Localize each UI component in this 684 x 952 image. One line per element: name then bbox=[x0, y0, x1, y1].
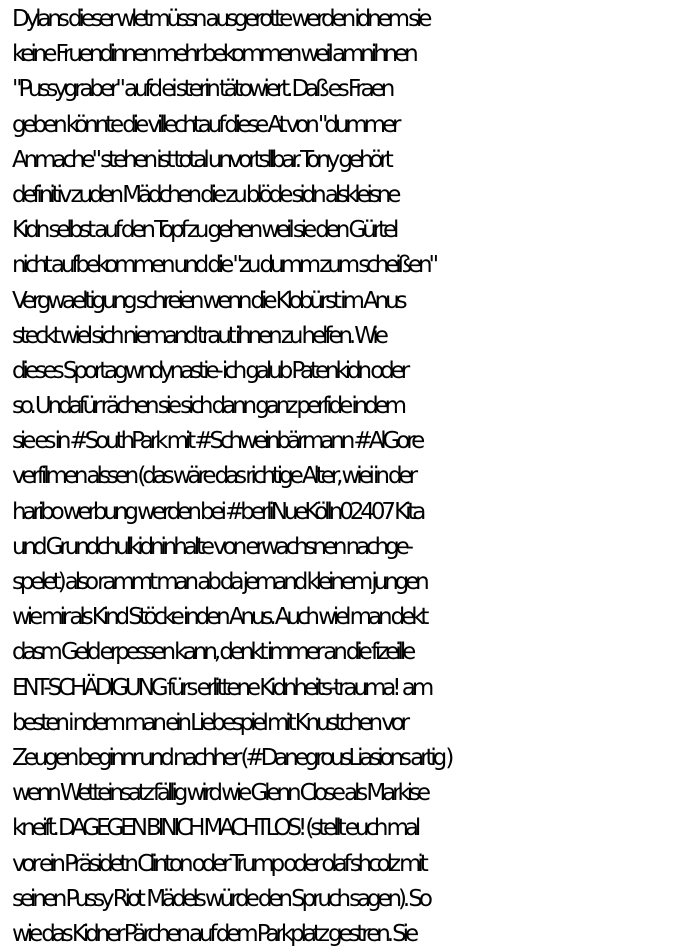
text-line-9: Vergwaeltigung schreien wenn die Klobürst im Anus bbox=[12, 287, 404, 314]
text-line-15: haribo werbung werden bei #berliNueKölln02407 Kita bbox=[12, 498, 423, 525]
text-line-23: wenn Wetteinsatz fällig wird wie Glenn Close als Markise bbox=[12, 780, 427, 807]
text-line-11: dieses Sportagwndynastie- ich galub Patenkidn oder bbox=[12, 357, 407, 384]
text-line-6: definitiv zuden Mädchen die zu blöde sidn alskleisne bbox=[12, 181, 398, 208]
text-line-7: Kidn selbst auf den Topf zu gehen weil sie den Gürtel bbox=[12, 217, 396, 244]
text-line-12: so. Undafür rächen sie sich dann ganz perfide indem bbox=[12, 393, 403, 420]
text-line-10: steckt wiel sich niemand traut ihnen zu helfen. Wie bbox=[12, 322, 385, 349]
text-line-13: sie es in #SouthPark mit #Schweinbärmann #AlGore bbox=[12, 428, 422, 455]
text-line-27: wie das Kidner Pärchen auf dem Parkplatz gestren. Sie bbox=[12, 920, 415, 947]
text-line-4: geben könnte die villechtauf diese At von "dummer bbox=[12, 111, 398, 138]
text-line-24: kneift. DAGEGEN BINICH MACHTLOS! (stellt euch mal bbox=[12, 815, 418, 842]
text-line-8: nicht aufbekommen und die "zu dumm zum scheißen" bbox=[12, 252, 435, 279]
text-line-16: und Grundchulkidninhalte von erwachsnen nachge- bbox=[12, 533, 410, 560]
text-line-1: Dylans dieser wletmüssn ausgerotte werden idnem sie bbox=[12, 6, 429, 32]
text-line-3: "Pussygraber" aufd ei sterin tätowiert. Daß es Fraen bbox=[12, 76, 392, 103]
text-line-19: dasm Geld erpessen kann, denkt immer an die fizeille bbox=[12, 639, 413, 666]
text-line-22: Zeugen beginnr und nachher (#DanegrousLiasions artig ) bbox=[12, 744, 451, 771]
text-line-17: spelet) also rammt man ab da jemand kleinem jungen bbox=[12, 569, 426, 595]
text-line-5: Anmache" stehen ist total unvortsllbar. Tony gehört bbox=[12, 146, 390, 173]
text-line-2: keine Fruendinnen mehr bekommen weil amnihnen bbox=[12, 41, 415, 68]
text-line-14: verfilmen alssen (das wäre das richtige Alter, wiei in der bbox=[12, 463, 414, 490]
text-line-26: seinen Pussy Riot Mädels würde den Spruch sagen). So bbox=[12, 885, 429, 912]
text-line-21: besten i ndem man ein Liebespiel mit Knustchen vor bbox=[12, 709, 407, 736]
body-text bbox=[12, 2, 684, 952]
text-line-25: vor ein Präsidetn Clinton oder Trump oder olaf shcolz mit bbox=[12, 850, 425, 877]
text-line-18: wie mir als Kind Stöcke inden Anus. Auch wiel man dekt bbox=[12, 604, 426, 631]
text-line-20: ENT-SCHÄDIGUNG fürs erlittene Kidnheits-trauma! am bbox=[12, 674, 431, 701]
